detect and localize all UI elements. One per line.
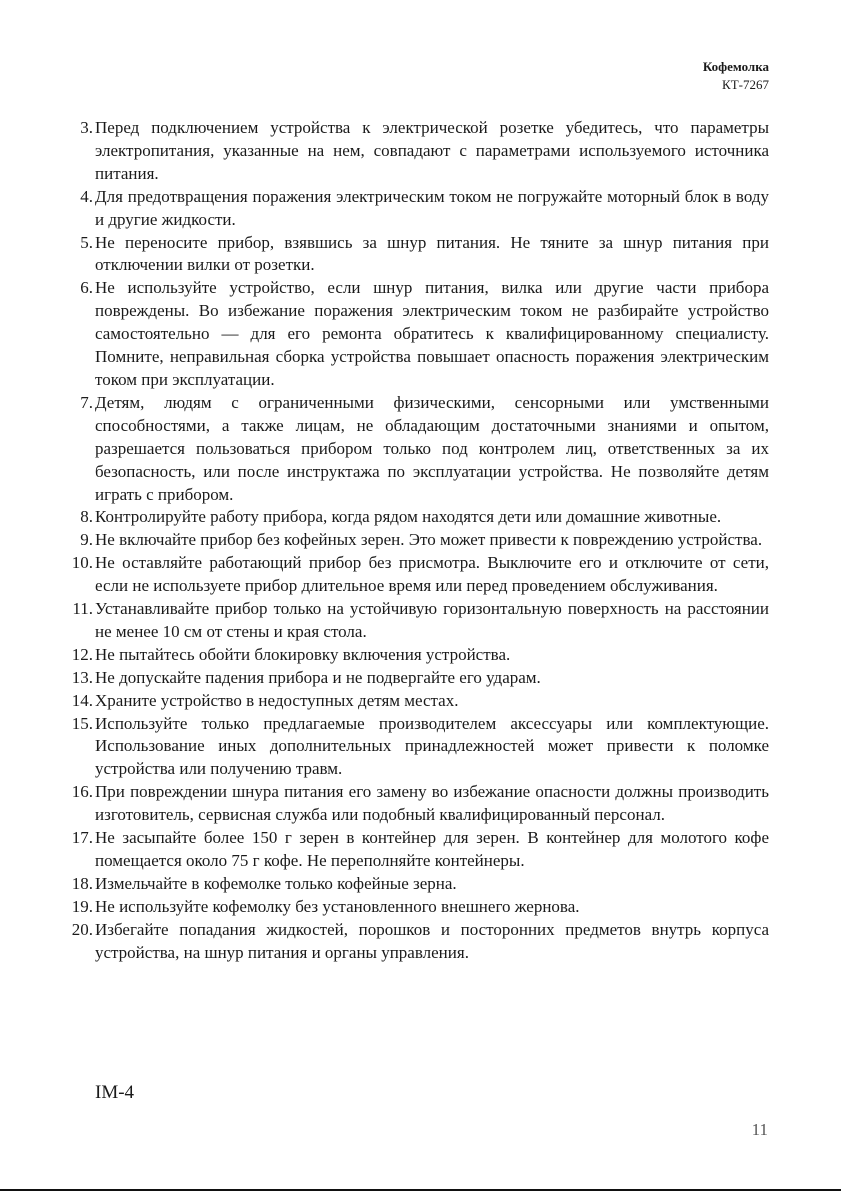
instruction-item [64, 232, 769, 278]
instruction-item [64, 690, 769, 713]
instruction-number: 9. [80, 530, 93, 550]
instruction-number: 7. [80, 392, 93, 412]
instruction-number: 20. [71, 919, 93, 939]
instruction-number: 5. [80, 232, 93, 252]
document-code: IM-4 [95, 1082, 135, 1103]
instruction-item [64, 713, 769, 782]
instruction-text: Не допускайте падения прибора и не подвергайте его ударам. [95, 667, 541, 687]
instruction-text: Не пытайтесь обойти блокировку включения устройства. [95, 644, 511, 664]
instruction-number: 4. [80, 186, 93, 206]
instruction-text: Не переносите прибор, взявшись за шнур питания. Не тяните за шнур питания при отключении вилки от розетки. [95, 232, 769, 275]
instruction-text: Перед подключением устройства к электрической розетке убедитесь, что параметры электропитания, указанные на нем, совпадают с параметрами используемого источника питания. [95, 118, 769, 183]
instruction-item [64, 896, 769, 919]
instruction-text: Не оставляйте работающий прибор без присмотра. Выключите его и отключите от сети, если не используете прибор длительное время или перед проведением обслуживания. [95, 553, 769, 596]
instruction-number: 14. [71, 690, 93, 710]
instruction-number: 17. [71, 828, 93, 848]
instruction-item [64, 827, 769, 873]
instruction-text: Детям, людям с ограниченными физическими, сенсорными или умственными способностями, а также лицам, не обладающим достаточными знаниями и опытом, разрешается пользоваться прибором только под контролем лиц, ответственных за их безопасность, или после инструктажа по эксплуатации устройства. Не позволяйте детям играть с прибором. [95, 392, 769, 504]
instruction-text: Храните устройство в недоступных детям местах. [95, 690, 459, 710]
instruction-number: 12. [71, 644, 93, 664]
instruction-item [64, 277, 769, 392]
instruction-number: 13. [71, 667, 93, 687]
instruction-number: 10. [71, 553, 93, 573]
page-header [703, 58, 769, 94]
instruction-text: Для предотвращения поражения электрическим током не погружайте моторный блок в воду и другие жидкости. [95, 186, 769, 229]
instruction-text: Не используйте устройство, если шнур питания, вилка или другие части прибора повреждены. Во избежание поражения электрическим током не разбирайте устройство самостоятельно — для его ремонта обратитесь к квалифицированному специалисту. Помните, неправильная сборка устройства повышает опасность поражения электрическим током при эксплуатации. [95, 278, 769, 389]
instruction-item [64, 529, 769, 552]
instruction-item [64, 667, 769, 690]
instruction-number: 3. [80, 118, 93, 137]
instruction-item [64, 552, 769, 598]
instruction-number: 18. [71, 873, 93, 893]
instruction-number: 6. [80, 278, 93, 298]
instruction-text: При повреждении шнура питания его замену во избежание опасности должны производить изготовитель, сервисная служба или подобный квалифицированный персонал. [95, 782, 769, 825]
instruction-number: 15. [71, 713, 93, 733]
instruction-text: Не засыпайте более 150 г зерен в контейнер для зерен. В контейнер для молотого кофе помещается около 75 г кофе. Не переполняйте контейнеры. [95, 828, 769, 870]
instruction-number: 11. [72, 599, 93, 619]
instruction-text: Используйте только предлагаемые производителем аксессуары или комплектующие. Использование иных дополнительных принадлежностей может привести к поломке устройства или получению травм. [95, 713, 769, 779]
instruction-number: 16. [71, 782, 93, 802]
instruction-item [64, 117, 769, 186]
bottom-divider [0, 1189, 841, 1191]
instruction-text: Избегайте попадания жидкостей, порошков и посторонних предметов внутрь корпуса устройства, на шнур питания и органы управления. [95, 919, 769, 962]
instruction-item [64, 644, 769, 667]
instruction-text: Не используйте кофемолку без установленного внешнего жернова. [95, 896, 580, 916]
instruction-number: 19. [71, 896, 93, 916]
instruction-number: 8. [80, 507, 93, 527]
instruction-text: Контролируйте работу прибора, когда рядом находятся дети или домашние животные. [95, 507, 722, 527]
instruction-text: Устанавливайте прибор только на устойчивую горизонтальную поверхность на расстоянии не менее 10 см от стены и края стола. [95, 599, 769, 641]
instruction-item [64, 919, 769, 965]
instruction-item [64, 873, 769, 896]
instruction-text: Не включайте прибор без кофейных зерен. Это может привести к повреждению устройства. [95, 530, 763, 550]
product-name: Кофемолка [702, 59, 769, 74]
instruction-item [64, 392, 769, 507]
instruction-text: Измельчайте в кофемолке только кофейные зерна. [95, 873, 457, 893]
model-number: КТ-7267 [722, 77, 769, 92]
instruction-item [64, 186, 769, 232]
instruction-item [64, 781, 769, 827]
page-number: 11 [751, 1120, 768, 1139]
safety-instructions [64, 117, 769, 965]
instruction-item [64, 506, 769, 529]
instruction-list [64, 117, 769, 965]
instruction-item [64, 598, 769, 644]
